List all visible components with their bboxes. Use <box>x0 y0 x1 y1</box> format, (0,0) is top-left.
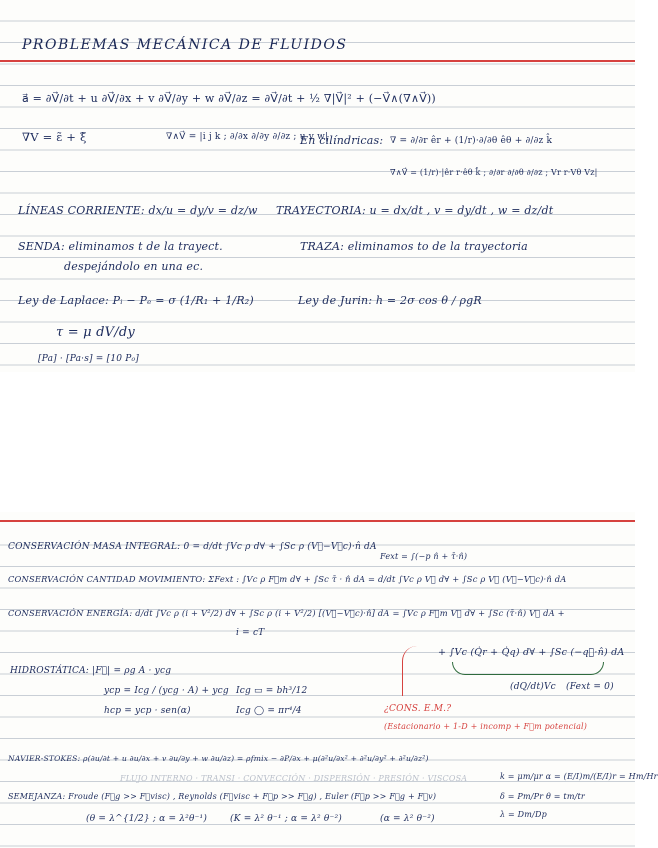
reynolds-scaling: (K = λ² θ⁻¹ ; α = λ² θ⁻²) <box>230 814 343 824</box>
center-of-pressure-equation: ycp = Icg / (ycg · A) + ycg <box>104 686 229 696</box>
page-title: PROBLEMAS MECÁNICA DE FLUIDOS <box>22 37 348 53</box>
similarity-criteria: SEMEJANZA: Froude (F⃗g >> F⃗visc) , Reynolds (F⃗visc + F⃗p >> F⃗g) , Euler (F⃗p >> F⃗g + F⃗v) <box>8 792 437 801</box>
bottom-header-rule <box>0 520 635 522</box>
froude-scaling: (θ = λ^{1/2} ; α = λ²θ⁻¹) <box>86 814 208 824</box>
energy-callout-arrow <box>402 646 417 696</box>
senda-definition-continued: despejándolo en una ec. <box>64 260 204 273</box>
hydrostatic-force: HIDROSTÁTICA: |F⃗| = ρg A · ycg <box>10 666 172 676</box>
mechanical-energy-conditions: (Estacionario + 1-D + incomp + F⃗m potencial) <box>384 722 588 731</box>
velocity-gradient-equation: ∇V = ε̃ + ξ̃ <box>22 130 87 144</box>
laplace-law: Ley de Laplace: Pᵢ − Pₑ = σ (1/R₁ + 1/R₂) <box>18 294 254 307</box>
mass-conservation: CONSERVACIÓN MASA INTEGRAL: 0 = d/dt ∫Vc ρ d∀ + ∫Sc ρ (V⃗−V⃗c)·n̂ dA <box>8 542 377 552</box>
heat-rate-term: (dQ/dt)Vc <box>510 682 556 692</box>
external-force-note: Fext = ∫(−p n̂ + τ̄·n̂) <box>380 552 468 561</box>
density-ratio-definition: δ = Pm/Pr θ = tm/tr <box>500 792 585 801</box>
internal-energy-relation: i = cT <box>236 628 265 638</box>
euler-scaling: (α = λ² θ⁻²) <box>380 814 435 824</box>
center-of-pressure-depth: hcp = ycp · sen(α) <box>104 706 191 716</box>
viscosity-units: [Pa] · [Pa·s] = [10 P₀] <box>38 354 140 364</box>
viscous-stress-equation: τ = μ dV/dy <box>56 325 135 340</box>
length-ratio-definition: λ = Dm/Dp <box>500 810 547 819</box>
mechanical-energy-question: ¿CONS. E.M.? <box>384 704 452 714</box>
navier-stokes-equation: NAVIER-STOKES: ρ(∂u/∂t + u ∂u/∂x + v ∂u/∂y + w ∂u/∂z) = ρfmix − ∂P/∂x + μ(∂²u/∂x² + ∂²u/∂y² + ∂²u/∂z²) <box>8 754 429 763</box>
streamlines-equation: LÍNEAS CORRIENTE: dx/u = dy/v = dz/w <box>18 204 258 217</box>
header-rule <box>0 60 635 62</box>
cylindrical-curl: ∇∧V⃗ = (1/r)·|êr r·êθ k̂ ; ∂/∂r ∂/∂θ ∂/∂z ; Vr r·Vθ Vz| <box>390 168 598 177</box>
no-external-force-note: (Fext = 0) <box>566 682 614 692</box>
rectangle-inertia: Icg ▭ = bh³/12 <box>236 686 308 696</box>
jurin-law: Ley de Jurin: h = 2σ cos θ / ρgR <box>298 294 482 307</box>
energy-conservation: CONSERVACIÓN ENERGÍA: d/dt ∫Vc ρ (i + V²/2) d∀ + ∫Sc ρ (i + V²/2) [(V⃗−V⃗c)·n̂] dA = ∫Vc ρ F⃗m V⃗ d∀ + ∫Sc (τ̄·n̂) V⃗ dA + <box>8 608 565 618</box>
senda-definition: SENDA: eliminamos t de la trayect. <box>18 240 223 253</box>
traza-definition: TRAZA: eliminamos to de la trayectoria <box>300 240 528 253</box>
navier-stokes-term-labels: FLUJO INTERNO · TRANSI · CONVECCIÓN · DISPERSIÓN · PRESIÓN · VISCOSA <box>120 774 468 783</box>
momentum-conservation: CONSERVACIÓN CANTIDAD MOVIMIENTO: ΣFext : ∫Vc ρ F⃗m d∀ + ∫Sc τ̄ · n̂ dA = d/dt ∫Vc ρ V⃗ d∀ + ∫Sc ρ V⃗ (V⃗−V⃗c)·n̂ dA <box>8 574 567 584</box>
page-gap <box>0 372 635 512</box>
cylindrical-label: En cilíndricas: <box>300 134 384 147</box>
trajectory-equation: TRAYECTORIA: u = dx/dt , v = dy/dt , w = dz/dt <box>276 204 554 217</box>
acceleration-equation: a⃗ = ∂V⃗/∂t + u ∂V⃗/∂x + v ∂V⃗/∂y + w ∂V⃗/∂z = ∂V⃗/∂t + ½ ∇|V⃗|² + (−V⃗∧(∇∧V⃗)) <box>22 92 436 105</box>
energy-heat-terms: + ∫Vc (Q̇r + Q̇q) d∀ + ∫Sc (−q⃗·n̂) dA <box>438 647 625 658</box>
curl-equation: ∇∧V⃗ = |i j k ; ∂/∂x ∂/∂y ∂/∂z ; u v w| <box>166 132 329 142</box>
cylindrical-nabla: ∇ = ∂/∂r êr + (1/r)·∂/∂θ êθ + ∂/∂z k̂ <box>390 136 553 146</box>
heat-terms-brace <box>452 662 604 675</box>
circle-inertia: Icg ◯ = πr⁴/4 <box>236 706 302 716</box>
notes-sheet-top <box>0 0 635 372</box>
viscosity-ratio-definition: k = μm/μr α = (E/I)m/(E/I)r = Hm/Hr <box>500 772 658 781</box>
